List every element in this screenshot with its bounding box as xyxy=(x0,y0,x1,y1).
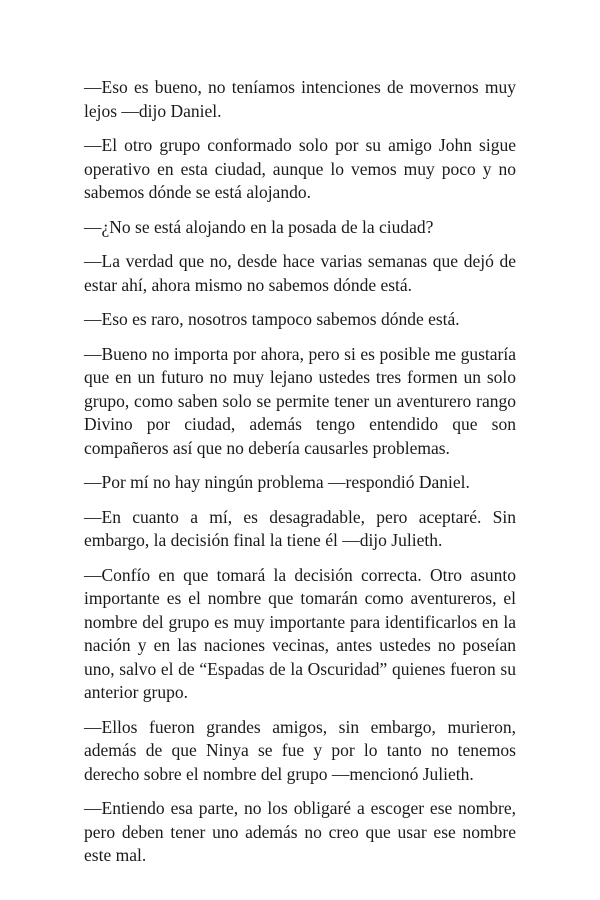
book-page-text xyxy=(84,76,516,879)
paragraph: —Entiendo esa parte, no los obligaré a escoger ese nombre, pero deben tener uno además no creo que usar ese nombre este mal. xyxy=(84,798,516,865)
paragraph: —El otro grupo conformado solo por su amigo John sigue operativo en esta ciudad, aunque lo vemos muy poco y no sabemos dónde se está alojando. xyxy=(84,135,516,202)
paragraph: —Por mí no hay ningún problema —respondió Daniel. xyxy=(84,472,470,492)
paragraph: —Bueno no importa por ahora, pero si es posible me gustaría que en un futuro no muy lejano ustedes tres formen un solo grupo, como saben solo se permite tener un aventurero rango Divino por ciudad, además tengo entendido que son compañeros así que no debería causarles problemas. xyxy=(84,343,516,458)
paragraph: —Eso es raro, nosotros tampoco sabemos dónde está. xyxy=(84,309,460,329)
paragraph: —¿No se está alojando en la posada de la ciudad? xyxy=(84,216,434,237)
paragraph: —Confío en que tomará la decisión correcta. Otro asunto importante es el nombre que tomarán como aventureros, el nombre del grupo es muy importante para identificarlos en la nación y en las naciones vecinas, antes ustedes no poseían uno, salvo el de “Espadas de la Oscuridad” quienes fueron su anterior grupo. xyxy=(84,564,516,702)
paragraph: —En cuanto a mí, es desagradable, pero aceptaré. Sin embargo, la decisión final la tiene él —dijo Julieth. xyxy=(84,506,516,550)
paragraph: —Eso es bueno, no teníamos intenciones de movernos muy lejos —dijo Daniel. xyxy=(84,77,516,121)
paragraph: —La verdad que no, desde hace varias semanas que dejó de estar ahí, ahora mismo no sabemos dónde está. xyxy=(84,251,516,295)
paragraph: —Ellos fueron grandes amigos, sin embargo, murieron, además de que Ninya se fue y por lo tanto no tenemos derecho sobre el nombre del grupo —mencionó Julieth. xyxy=(84,716,516,784)
